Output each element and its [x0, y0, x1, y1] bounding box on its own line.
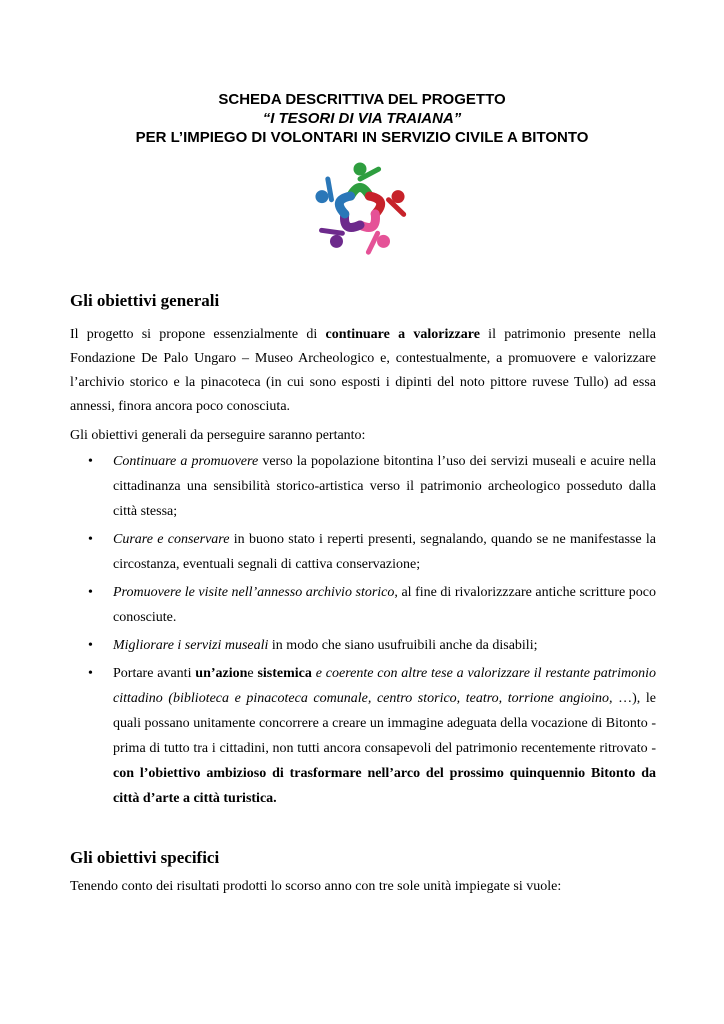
- section-title-specific-objectives: Gli obiettivi specifici: [70, 848, 220, 867]
- list-item-italic: Promuovere le visite nell’annesso archivio storico: [113, 585, 395, 600]
- list-item-text: in buono stato i reperti presenti, segnalando, quando se ne manifestasse la circostanza, eventuali segnali di cattiva conservazione;: [113, 532, 656, 572]
- list-item: [70, 580, 656, 630]
- list-item-italic: e coerente con altre tese a valorizzare il restante patrimonio cittadino (biblioteca e pinacoteca comunale, centro storico, teatro, torrione angioino,: [113, 666, 656, 706]
- objectives-lead: Gli obiettivi generali da perseguire saranno pertanto:: [70, 428, 366, 443]
- list-item-text: verso la popolazione bitontina l’uso dei servizi museali e acuire nella cittadinanza una sensibilità storico-artistica verso il patrimonio archeologico posseduto dalla città stessa;: [113, 454, 656, 519]
- intro-text-a: Il progetto si propone essenzialmente di: [70, 327, 326, 342]
- objectives-list: [70, 449, 656, 814]
- logo-figure-head: [377, 235, 390, 248]
- list-item: [70, 661, 656, 811]
- list-item-bold: un’azion: [195, 666, 248, 681]
- section-title-general-objectives: Gli obiettivi generali: [70, 291, 220, 310]
- logo-figure-arm: [368, 233, 377, 252]
- header-line-1: SCHEDA DESCRITTIVA DEL PROGETTO: [218, 91, 506, 108]
- logo-figure-head: [315, 190, 328, 203]
- list-item: [70, 633, 656, 658]
- document-header: [0, 90, 724, 147]
- logo-figure-head: [330, 235, 343, 248]
- bullet-marker: •: [88, 666, 93, 681]
- logo-figure-arm: [322, 230, 343, 233]
- list-item-italic: Curare e conservare: [113, 532, 230, 547]
- servizio-civile-logo: [310, 157, 410, 257]
- specific-objectives-intro: Tenendo conto dei risultati prodotti lo scorso anno con tre sole unità impiegate si vuole:: [70, 879, 562, 894]
- list-item-bold: sistemica: [257, 666, 312, 681]
- list-item-text: Portare avanti: [113, 666, 196, 681]
- bullet-marker: •: [88, 638, 93, 653]
- list-item-bold: con l’obiettivo ambizioso di trasformare nell’arco del prossimo quinquennio Bitonto da città d’arte a città turistica.: [113, 766, 656, 806]
- project-title: “I TESORI DI VIA TRAIANA”: [262, 110, 462, 127]
- list-item-text: , al fine di rivalorizzzare antiche scritture poco conosciute.: [113, 585, 656, 625]
- bullet-marker: •: [88, 532, 93, 547]
- list-item: [70, 527, 656, 577]
- logo-figure-body: [339, 196, 350, 214]
- intro-paragraph: [70, 323, 656, 419]
- bullet-marker: •: [88, 585, 93, 600]
- intro-text-c: il patrimonio presente nella Fondazione De Palo Ungaro – Museo Archeologico e, contestualmente, a promuovere e valorizzare l’archivio storico e la pinacoteca (in cui sono esposti i dipinti del noto pittore ruvese Tullo) ad essa annessi, finora ancora poco conosciuta.: [70, 327, 656, 414]
- header-line-3: PER L’IMPIEGO DI VOLONTARI IN SERVIZIO CIVILE A BITONTO: [135, 129, 589, 146]
- intro-text-bold: continuare a valorizzare: [325, 327, 480, 342]
- list-item-text: …), le quali possano unitamente concorrere a creare un immagine adeguata della vocazione di Bitonto - prima di tutto tra i cittadini, non tutti ancora consapevoli del patrimonio recentemente ritrovato -: [113, 691, 656, 756]
- list-item-italic: Migliorare i servizi museali: [113, 638, 269, 653]
- list-item-text: e: [247, 666, 258, 681]
- logo-figure-head: [354, 163, 367, 176]
- list-item: [70, 449, 656, 524]
- bullet-marker: •: [88, 454, 93, 469]
- list-item-italic: Continuare a promuovere: [113, 454, 259, 469]
- list-item-text: in modo che siano usufruibili anche da disabili;: [268, 638, 538, 653]
